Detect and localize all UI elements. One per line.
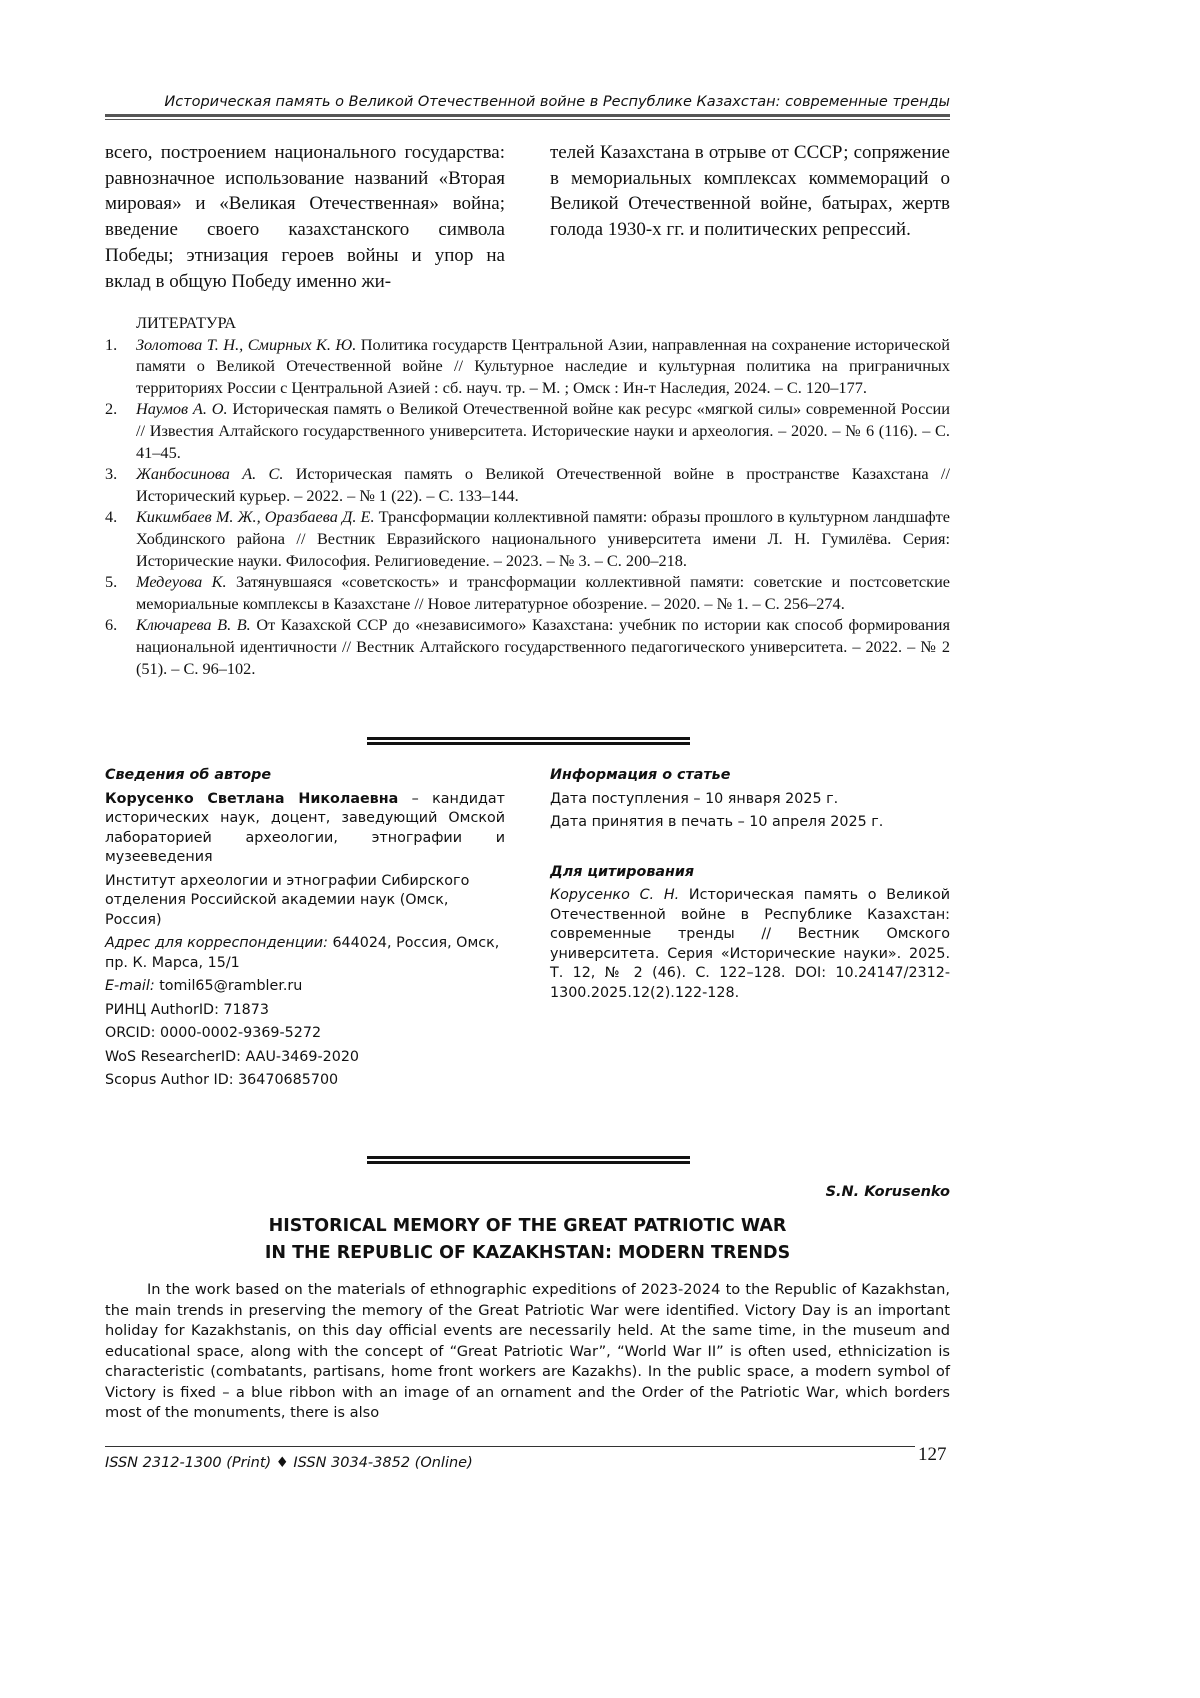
english-abstract: In the work based on the materials of ethnographic expeditions of 2023-2024 to the Republic of Kazakhstan, the main trends in preserving the memory of the Great Patriotic War were identified. Victory Day is an important holiday for Kazakhstanis, on this day official events are necessarily held. At the same time, in the museum and educational space, along with the concept of “Great Patriotic War”, “World War II” is often used, ethnicization is characteristic (combatants, partisans, home front workers are Kazakhs). In the public space, a modern symbol of Victory is fixed – a blue ribbon with an image of an ornament and the Order of the Patriotic War, which borders most of the monuments, there is also	[105, 1281, 950, 1421]
wos-id: WoS ResearcherID: AAU-3469-2020	[105, 1048, 360, 1065]
reference-item	[105, 614, 950, 679]
author-address: 644024, Россия, Омск, пр. К. Марса, 15/1	[105, 935, 500, 971]
english-author: S.N. Korusenko	[825, 1184, 950, 1200]
author-name: Корусенко Светлана Николаевна	[105, 790, 399, 807]
orcid-id: ORCID: 0000-0002-9369-5272	[105, 1025, 322, 1041]
reference-number: 1.	[105, 334, 118, 354]
rinc-id: РИНЦ AuthorID: 71873	[105, 1001, 269, 1018]
email-label: E-mail:	[105, 978, 155, 994]
reference-text: Трансформации коллективной памяти: образы прошлого в культурном ландшафте Хобдинского района // Вестник Евразийского национального университета имени Л. Н. Гумилёва. Серия: Исторические науки. Философия. Религиоведение. – 2023. – № 3. – С. 200–218.	[136, 507, 950, 570]
literature-heading: ЛИТЕРАТУРА	[136, 313, 237, 332]
received-date: Дата поступления – 10 января 2025 г.	[550, 790, 839, 807]
citation-text: Историческая память о Великой Отечественной войне в Республике Казахстан: современные тренды // Вестник Омского университета. Серия «Исторические науки». 2025. Т. 12, № 2 (46). С. 122–128. DOI: 10.24147/2312-1300.2025.12(2).122-128.	[550, 887, 951, 1001]
citation-authors: Корусенко С. Н.	[550, 887, 680, 903]
reference-text: Историческая память о Великой Отечественной войне как ресурс «мягкой силы» современной России // Известия Алтайского государственного университета. Исторические науки и археология. – 2020. – № 6 (116). – С. 41–45.	[136, 399, 950, 462]
section-separator	[367, 737, 690, 745]
reference-number: 6.	[105, 615, 118, 635]
reference-item	[105, 334, 950, 399]
running-header: Историческая память о Великой Отечественной войне в Республике Казахстан: современные тренды	[164, 94, 950, 110]
reference-item	[105, 463, 950, 506]
author-institution: Институт археологии и этнографии Сибирского отделения Российской академии наук (Омск, Россия)	[105, 872, 470, 928]
reference-item	[105, 506, 950, 571]
footer-rule	[105, 1446, 915, 1447]
reference-authors: Кикимбаев М. Ж., Оразбаева Д. Е.	[136, 507, 375, 527]
citation-heading: Для цитирования	[550, 863, 695, 880]
author-email[interactable]: tomil65@rambler.ru	[154, 978, 303, 994]
reference-authors: Медеуова К.	[136, 572, 227, 592]
author-info	[105, 766, 505, 1095]
reference-number: 4.	[105, 507, 118, 527]
reference-authors: Жанбосинова А. С.	[136, 464, 284, 484]
reference-text: Затянувшаяся «советскость» и трансформации коллективной памяти: советские и постсоветские мемориальные комплексы в Казахстане // Новое литературное обозрение. – 2020. – № 1. – С. 256–274.	[136, 572, 951, 613]
article-info-heading: Информация о статье	[550, 767, 731, 783]
address-label: Адрес для корреспонденции:	[105, 935, 328, 951]
article-info	[550, 766, 950, 1007]
page-number: 127	[918, 1444, 947, 1465]
reference-authors: Золотова Т. Н., Смирных К. Ю.	[136, 334, 357, 354]
accepted-date: Дата принятия в печать – 10 апреля 2025 г.	[550, 814, 884, 830]
english-title-line2: IN THE REPUBLIC OF KAZAKHSTAN: MODERN TRENDS	[264, 1243, 791, 1263]
reference-number: 5.	[105, 572, 118, 592]
reference-authors: Ключарева В. В.	[136, 615, 251, 635]
footer-issn: ISSN 2312-1300 (Print) ♦ ISSN 3034-3852 (Online)	[105, 1455, 473, 1471]
scopus-id: Scopus Author ID: 36470685700	[105, 1072, 339, 1088]
reference-number: 3.	[105, 464, 118, 484]
author-info-heading: Сведения об авторе	[105, 767, 272, 783]
reference-item	[105, 398, 950, 463]
body-right-column: телей Казахстана в отрыве от СССР; сопряжение в мемориальных комплексах коммемораций о Великой Отечественной войне, батырах, жертв голода 1930-х гг. и политических репрессий.	[550, 142, 950, 241]
english-title-line1: HISTORICAL MEMORY OF THE GREAT PATRIOTIC WAR	[268, 1216, 787, 1236]
reference-text: Историческая память о Великой Отечественной войне в пространстве Казахстана // Исторический курьер. – 2022. – № 1 (22). – С. 133–144.	[136, 464, 950, 505]
section-separator	[367, 1156, 690, 1164]
header-rule	[105, 114, 950, 120]
reference-text: От Казахской ССР до «независимого» Казахстана: учебник по истории как способ формирования национальной идентичности // Вестник Алтайского государственного педагогического университета. – 2022. – № 2 (51). – С. 96–102.	[136, 615, 950, 678]
author-position: – кандидат исторических наук, доцент, заведующий Омской лабораторией археологии, этнографии и музееведения	[105, 790, 505, 865]
reference-number: 2.	[105, 399, 118, 419]
reference-authors: Наумов А. О.	[136, 399, 228, 419]
body-left-column: всего, построением национального государства: равнозначное использование названий «Вторая мировая» и «Великая Отечественная» война; введение своего казахстанского символа Победы; этнизация героев войны и упор на вклад в общую Победу именно жи-	[105, 142, 505, 292]
english-title	[105, 1213, 950, 1267]
reference-item	[105, 571, 950, 614]
reference-text: Политика государств Центральной Азии, направленная на сохранение исторической памяти о Великой Отечественной войне // Культурное наследие и культурная политика на приграничных территориях России с Центральной Азией : сб. науч. тр. – М. ; Омск : Ин-т Наследия, 2024. – С. 120–177.	[136, 334, 950, 397]
literature-section	[105, 312, 950, 679]
